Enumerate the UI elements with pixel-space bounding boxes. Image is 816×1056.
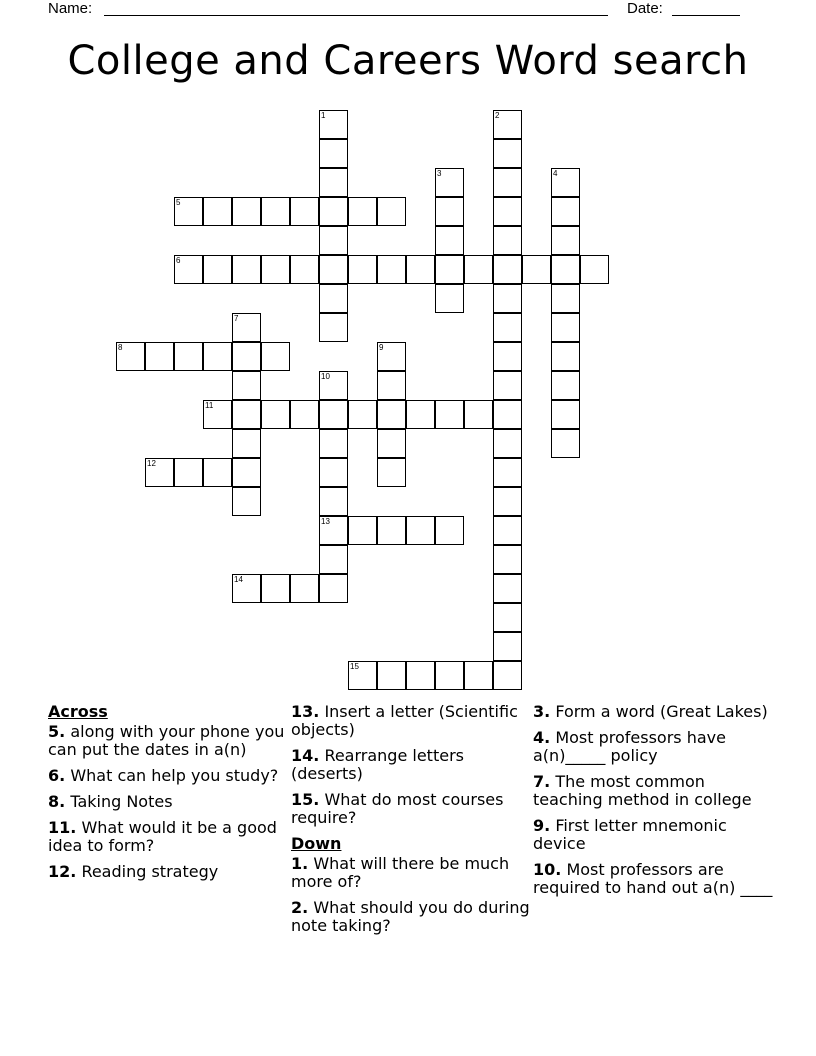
clue-down-7: 7. The most common teaching method in college <box>533 772 752 809</box>
grid-cell[interactable] <box>232 197 261 226</box>
date-label: Date: <box>627 0 663 17</box>
grid-cell[interactable] <box>174 255 203 284</box>
grid-cell[interactable] <box>493 313 522 342</box>
grid-cell[interactable] <box>493 110 522 139</box>
grid-cell[interactable] <box>232 313 261 342</box>
grid-cell[interactable] <box>232 342 261 371</box>
grid-cell[interactable] <box>551 371 580 400</box>
clues-column-2 <box>291 703 533 943</box>
clue-down-10: 10. Most professors are required to hand out a(n) ____ <box>533 860 773 897</box>
grid-cell[interactable] <box>493 255 522 284</box>
grid-cell[interactable] <box>232 400 261 429</box>
grid-cell[interactable] <box>551 197 580 226</box>
clue-down-1: 1. What will there be much more of? <box>291 854 510 891</box>
grid-cell[interactable] <box>319 545 348 574</box>
grid-cell[interactable] <box>493 284 522 313</box>
grid-cell[interactable] <box>377 371 406 400</box>
grid-cell[interactable] <box>435 516 464 545</box>
grid-cell[interactable] <box>261 400 290 429</box>
cell-number: 10 <box>321 372 330 381</box>
grid-cell[interactable] <box>435 197 464 226</box>
grid-cell[interactable] <box>261 197 290 226</box>
grid-cell[interactable] <box>261 255 290 284</box>
grid-cell[interactable] <box>232 429 261 458</box>
cell-number: 12 <box>147 459 156 468</box>
grid-cell[interactable] <box>261 574 290 603</box>
grid-cell[interactable] <box>493 487 522 516</box>
grid-cell[interactable] <box>435 255 464 284</box>
clue-across-14: 14. Rearrange letters (deserts) <box>291 746 464 783</box>
grid-cell[interactable] <box>551 342 580 371</box>
grid-cell[interactable] <box>464 400 493 429</box>
grid-cell[interactable] <box>464 255 493 284</box>
grid-cell[interactable] <box>435 400 464 429</box>
grid-cell[interactable] <box>319 110 348 139</box>
clue-across-5: 5. along with your phone you can put the dates in a(n) <box>48 722 285 759</box>
clue-across-8: 8. Taking Notes <box>48 792 173 811</box>
grid-cell[interactable] <box>406 400 435 429</box>
cell-number: 13 <box>321 517 330 526</box>
grid-cell[interactable] <box>406 661 435 690</box>
grid-cell[interactable] <box>377 197 406 226</box>
grid-cell[interactable] <box>319 226 348 255</box>
down-heading: Down <box>291 834 342 853</box>
grid-cell[interactable] <box>145 342 174 371</box>
grid-cell[interactable] <box>232 371 261 400</box>
grid-cell[interactable] <box>203 255 232 284</box>
clue-across-11: 11. What would it be a good idea to form? <box>48 818 277 855</box>
clues-column-3 <box>533 703 775 905</box>
name-label: Name: <box>48 0 93 17</box>
grid-cell[interactable] <box>348 255 377 284</box>
grid-cell[interactable] <box>406 516 435 545</box>
grid-cell[interactable] <box>203 197 232 226</box>
grid-cell[interactable] <box>319 197 348 226</box>
clue-across-13: 13. Insert a letter (Scientific objects) <box>291 702 518 739</box>
cell-number: 9 <box>379 343 384 352</box>
grid-cell[interactable] <box>493 139 522 168</box>
grid-cell[interactable] <box>377 661 406 690</box>
across-heading: Across <box>48 702 108 721</box>
cell-number: 1 <box>321 111 326 120</box>
grid-cell[interactable] <box>348 197 377 226</box>
cell-number: 2 <box>495 111 500 120</box>
grid-cell[interactable] <box>319 400 348 429</box>
grid-cell[interactable] <box>319 371 348 400</box>
grid-cell[interactable] <box>551 284 580 313</box>
grid-cell[interactable] <box>319 429 348 458</box>
clue-down-2: 2. What should you do during note taking? <box>291 898 530 935</box>
grid-cell[interactable] <box>493 603 522 632</box>
grid-cell[interactable] <box>290 574 319 603</box>
grid-cell[interactable] <box>493 429 522 458</box>
grid-cell[interactable] <box>203 458 232 487</box>
grid-cell[interactable] <box>319 458 348 487</box>
grid-cell[interactable] <box>435 168 464 197</box>
grid-cell[interactable] <box>261 342 290 371</box>
cell-number: 8 <box>118 343 123 352</box>
grid-cell[interactable] <box>522 255 551 284</box>
grid-cell[interactable] <box>319 284 348 313</box>
grid-cell[interactable] <box>319 168 348 197</box>
grid-cell[interactable] <box>290 255 319 284</box>
grid-cell[interactable] <box>348 400 377 429</box>
grid-cell[interactable] <box>232 458 261 487</box>
grid-cell[interactable] <box>435 284 464 313</box>
grid-cell[interactable] <box>406 255 435 284</box>
grid-cell[interactable] <box>174 342 203 371</box>
grid-cell[interactable] <box>493 226 522 255</box>
cell-number: 6 <box>176 256 181 265</box>
clue-down-9: 9. First letter mnemonic device <box>533 816 727 853</box>
grid-cell[interactable] <box>290 197 319 226</box>
grid-cell[interactable] <box>435 661 464 690</box>
clues-column-1 <box>48 703 290 889</box>
grid-cell[interactable] <box>493 371 522 400</box>
page-title: College and Careers Word search <box>67 38 749 84</box>
grid-cell[interactable] <box>493 458 522 487</box>
grid-cell[interactable] <box>551 255 580 284</box>
grid-cell[interactable] <box>319 516 348 545</box>
grid-cell[interactable] <box>203 342 232 371</box>
grid-cell[interactable] <box>435 226 464 255</box>
grid-cell[interactable] <box>145 458 174 487</box>
grid-cell[interactable] <box>493 516 522 545</box>
grid-cell[interactable] <box>580 255 609 284</box>
grid-cell[interactable] <box>493 545 522 574</box>
cell-number: 11 <box>205 401 214 410</box>
clue-across-15: 15. What do most courses require? <box>291 790 504 827</box>
clue-down-4: 4. Most professors have a(n)_____ policy <box>533 728 726 765</box>
grid-cell[interactable] <box>174 197 203 226</box>
cell-number: 5 <box>176 198 181 207</box>
grid-cell[interactable] <box>493 661 522 690</box>
cell-number: 4 <box>553 169 558 178</box>
grid-cell[interactable] <box>290 400 319 429</box>
grid-cell[interactable] <box>377 342 406 371</box>
grid-cell[interactable] <box>319 313 348 342</box>
grid-cell[interactable] <box>319 255 348 284</box>
grid-cell[interactable] <box>377 255 406 284</box>
grid-cell[interactable] <box>232 255 261 284</box>
grid-cell[interactable] <box>348 661 377 690</box>
grid-cell[interactable] <box>116 342 145 371</box>
grid-cell[interactable] <box>493 168 522 197</box>
cell-number: 15 <box>350 662 359 671</box>
cell-number: 3 <box>437 169 442 178</box>
clue-across-6: 6. What can help you study? <box>48 766 279 785</box>
grid-cell[interactable] <box>203 400 232 429</box>
clue-down-3: 3. Form a word (Great Lakes) <box>533 702 768 721</box>
grid-cell[interactable] <box>493 342 522 371</box>
grid-cell[interactable] <box>232 574 261 603</box>
clue-across-12: 12. Reading strategy <box>48 862 219 881</box>
cell-number: 7 <box>234 314 239 323</box>
grid-cell[interactable] <box>174 458 203 487</box>
grid-cell[interactable] <box>551 313 580 342</box>
grid-cell[interactable] <box>377 400 406 429</box>
grid-cell[interactable] <box>319 139 348 168</box>
grid-cell[interactable] <box>232 487 261 516</box>
grid-cell[interactable] <box>551 429 580 458</box>
grid-cell[interactable] <box>319 574 348 603</box>
grid-cell[interactable] <box>493 197 522 226</box>
grid-cell[interactable] <box>493 574 522 603</box>
grid-cell[interactable] <box>551 400 580 429</box>
grid-cell[interactable] <box>464 661 493 690</box>
grid-cell[interactable] <box>377 458 406 487</box>
grid-cell[interactable] <box>493 632 522 661</box>
grid-cell[interactable] <box>551 226 580 255</box>
grid-cell[interactable] <box>493 400 522 429</box>
grid-cell[interactable] <box>377 516 406 545</box>
grid-cell[interactable] <box>377 429 406 458</box>
grid-cell[interactable] <box>551 168 580 197</box>
grid-cell[interactable] <box>319 487 348 516</box>
grid-cell[interactable] <box>348 516 377 545</box>
cell-number: 14 <box>234 575 243 584</box>
